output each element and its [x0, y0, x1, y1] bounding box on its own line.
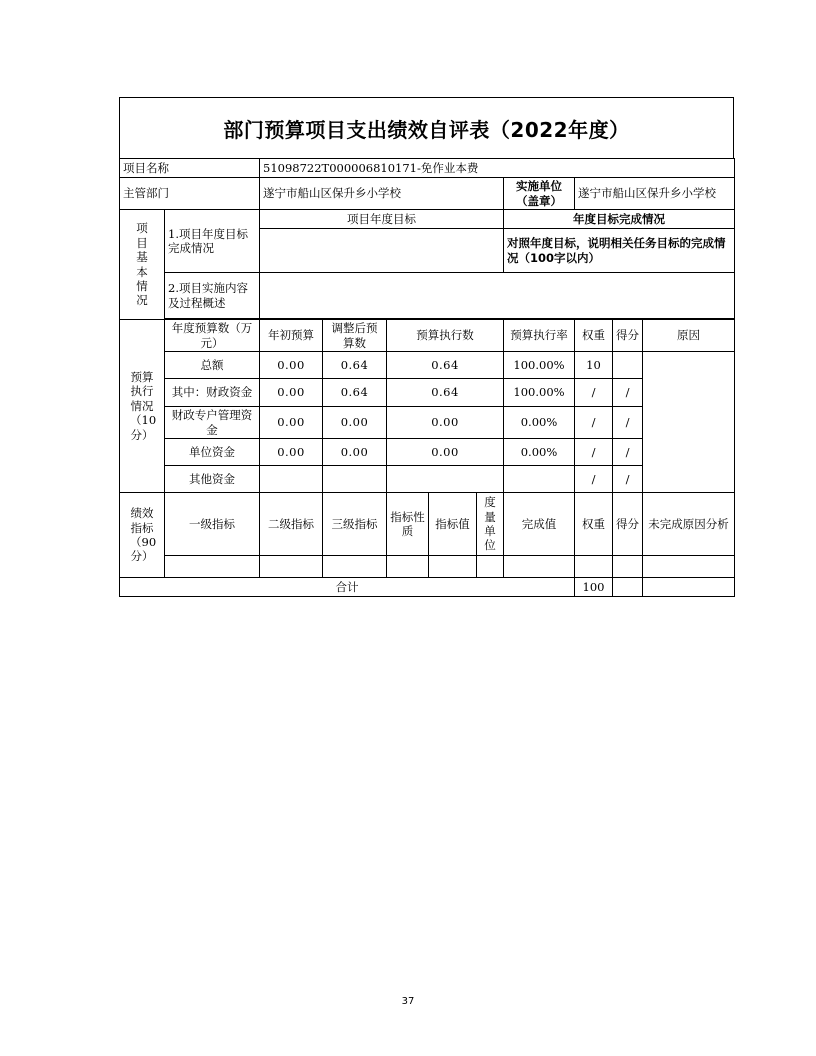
impl-unit-value: 遂宁市船山区保升乡小学校	[575, 178, 735, 210]
budget-weight: /	[575, 466, 613, 493]
year-goal-header: 项目年度目标	[260, 210, 504, 229]
budget-row	[120, 379, 735, 407]
page-number: 37	[401, 996, 415, 1007]
year-goal-label: 1.项目年度目标完成情况	[165, 210, 260, 273]
budget-header-score: 得分	[613, 320, 643, 352]
impl-unit-label: 实施单位（盖章）	[504, 178, 575, 210]
budget-score: /	[613, 466, 643, 493]
budget-row-label: 其中：财政资金	[165, 379, 260, 407]
budget-row-label: 单位资金	[165, 439, 260, 466]
perf-header-unit: 度量单位	[477, 493, 504, 556]
budget-row	[120, 352, 735, 379]
budget-reason	[643, 352, 735, 493]
budget-weight: /	[575, 407, 613, 439]
total-reason-blank	[643, 578, 735, 597]
project-name-value: 51098722T000006810171-免作业本费	[260, 159, 735, 178]
perf-row-empty	[120, 556, 735, 578]
budget-adjusted: 0.64	[323, 352, 387, 379]
perf-header-completed: 完成值	[504, 493, 575, 556]
perf-header-score: 得分	[613, 493, 643, 556]
row-project-name	[120, 159, 735, 178]
row-content	[120, 273, 735, 319]
department-label: 主管部门	[120, 178, 260, 210]
budget-score: /	[613, 407, 643, 439]
perf-header-reason: 未完成原因分析	[643, 493, 735, 556]
basic-info-label: 项目基本情况	[120, 210, 165, 320]
budget-row-label: 总额	[165, 352, 260, 379]
perf-header-level1: 一级指标	[165, 493, 260, 556]
budget-initial: 0.00	[260, 352, 323, 379]
total-score: 100	[575, 578, 613, 597]
budget-rate: 0.00%	[504, 407, 575, 439]
title-box	[119, 97, 734, 158]
total-score-blank	[613, 578, 643, 597]
budget-initial	[260, 466, 323, 493]
budget-initial: 0.00	[260, 407, 323, 439]
budget-row	[120, 466, 735, 493]
content-label: 2.项目实施内容及过程概述	[165, 273, 260, 319]
budget-header-adjusted: 调整后预算数	[323, 320, 387, 352]
project-name-label: 项目名称	[120, 159, 260, 178]
budget-score: /	[613, 439, 643, 466]
budget-adjusted: 0.00	[323, 439, 387, 466]
budget-header-initial: 年初预算	[260, 320, 323, 352]
budget-section-label: 预算执行情况（10分）	[120, 320, 165, 493]
row-perf-header	[120, 493, 735, 556]
perf-section-label: 绩效指标（90分）	[120, 493, 165, 578]
row-goal-header	[120, 210, 735, 229]
budget-initial: 0.00	[260, 439, 323, 466]
budget-header-annual: 年度预算数（万元）	[165, 320, 260, 352]
form-title: 部门预算项目支出绩效自评表（2022年度）	[223, 117, 630, 142]
evaluation-table	[119, 158, 735, 597]
budget-initial: 0.00	[260, 379, 323, 407]
completion-note: 对照年度目标，说明相关任务目标的完成情况（100字以内）	[504, 229, 735, 273]
budget-adjusted: 0.64	[323, 379, 387, 407]
perf-header-nature: 指标性质	[387, 493, 429, 556]
budget-rate: 0.00%	[504, 439, 575, 466]
year-goal-content	[260, 229, 504, 273]
row-budget-header	[120, 320, 735, 352]
budget-header-rate: 预算执行率	[504, 320, 575, 352]
budget-weight: 10	[575, 352, 613, 379]
completion-header: 年度目标完成情况	[504, 210, 735, 229]
budget-executed: 0.00	[387, 439, 504, 466]
budget-row-label: 其他资金	[165, 466, 260, 493]
budget-row-label: 财政专户管理资金	[165, 407, 260, 439]
budget-rate: 100.00%	[504, 352, 575, 379]
total-label: 合计	[120, 578, 575, 597]
evaluation-form	[119, 97, 734, 597]
budget-row	[120, 407, 735, 439]
budget-weight: /	[575, 439, 613, 466]
perf-header-weight: 权重	[575, 493, 613, 556]
budget-executed: 0.64	[387, 352, 504, 379]
budget-score	[613, 352, 643, 379]
budget-executed	[387, 466, 504, 493]
budget-row	[120, 439, 735, 466]
department-value: 遂宁市船山区保升乡小学校	[260, 178, 504, 210]
perf-header-level3: 三级指标	[323, 493, 387, 556]
budget-header-weight: 权重	[575, 320, 613, 352]
budget-adjusted: 0.00	[323, 407, 387, 439]
budget-score: /	[613, 379, 643, 407]
budget-header-reason: 原因	[643, 320, 735, 352]
budget-rate: 100.00%	[504, 379, 575, 407]
budget-adjusted	[323, 466, 387, 493]
budget-rate	[504, 466, 575, 493]
perf-header-level2: 二级指标	[260, 493, 323, 556]
content-value	[260, 273, 735, 319]
budget-executed: 0.00	[387, 407, 504, 439]
budget-weight: /	[575, 379, 613, 407]
row-department	[120, 178, 735, 210]
row-total	[120, 578, 735, 597]
budget-executed: 0.64	[387, 379, 504, 407]
budget-header-executed: 预算执行数	[387, 320, 504, 352]
perf-header-value: 指标值	[429, 493, 477, 556]
